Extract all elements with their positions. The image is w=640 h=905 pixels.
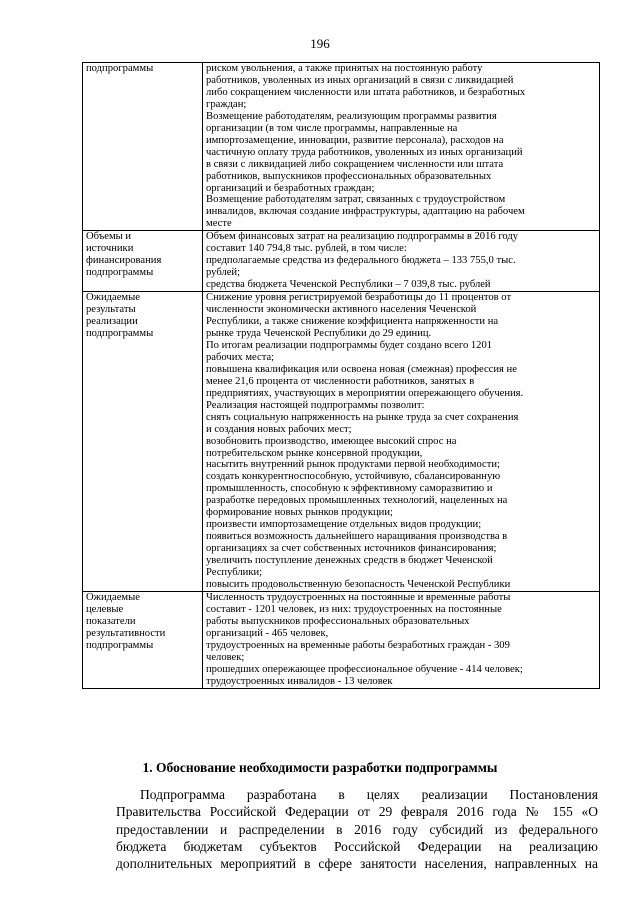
row-label-line: подпрограммы bbox=[86, 639, 154, 651]
body-text-line: дополнительных мероприятий в сфере занятости населения, направленных на bbox=[116, 856, 598, 872]
row-content-line: либо сокращением численности или штата работников, и безработных bbox=[206, 86, 526, 98]
row-label-line: подпрограммы bbox=[86, 267, 154, 279]
row-label-line: Ожидаемые bbox=[86, 292, 140, 304]
row-content-line: Возмещение работодателям, реализующим программы развития bbox=[206, 110, 497, 122]
row-content-line: Республики; bbox=[206, 567, 263, 579]
table-row bbox=[83, 231, 600, 292]
row-content-line: работников, выпускников профессиональных образовательных bbox=[206, 170, 492, 182]
row-label-line: показатели bbox=[86, 615, 136, 627]
body-text-line: Правительства Российской Федерации от 29 февраля 2016 года № 155 «О bbox=[116, 804, 598, 820]
row-content-line: составит - 1201 человек, из них: трудоустроенных на постоянные bbox=[206, 603, 502, 615]
row-content-line: инвалидов, включая создание инфраструктуры, адаптацию на рабочем bbox=[206, 206, 525, 218]
row-content-line: рублей; bbox=[206, 267, 241, 279]
row-content-line: импортозамещение, инновации, развитие персонала), расходов на bbox=[206, 134, 504, 146]
row-label-line: результаты bbox=[86, 304, 136, 316]
row-content-line: Снижение уровня регистрируемой безработицы до 11 процентов от bbox=[206, 292, 512, 304]
row-content-line: повысить продовольственную безопасность Чеченской Республики bbox=[206, 578, 511, 590]
row-content-line: составит 140 794,8 тыс. рублей, в том числе: bbox=[206, 243, 407, 255]
table-row bbox=[83, 591, 600, 688]
page-number: 196 bbox=[310, 36, 330, 51]
row-content-line: предприятиях, участвующих в мероприятии опережающего обучения. bbox=[206, 387, 524, 399]
row-content-line: Объем финансовых затрат на реализацию подпрограммы в 2016 году bbox=[206, 231, 519, 243]
row-content-cell bbox=[203, 63, 600, 231]
table-row bbox=[83, 63, 600, 231]
row-content-line: рабочих места; bbox=[206, 351, 275, 363]
row-content-line: трудоустроенных на временные работы безработных граждан - 309 bbox=[206, 639, 510, 651]
row-content-line: потребительском рынке консервной продукции, bbox=[206, 447, 423, 459]
row-content-line: произвести импортозамещение отдельных видов продукции; bbox=[206, 519, 482, 531]
row-content-line: насытить внутренний рынок продуктами первой необходимости; bbox=[206, 459, 500, 471]
row-content-line: граждан; bbox=[206, 98, 247, 110]
row-content-line: менее 21,6 процента от численности работников, занятых в bbox=[206, 375, 475, 387]
row-content-line: возобновить производство, имеющее высокий спрос на bbox=[206, 435, 457, 447]
row-label-cell bbox=[83, 292, 203, 592]
row-content-cell bbox=[203, 231, 600, 292]
row-label-line: Ожидаемые bbox=[86, 591, 140, 603]
row-content-line: средства бюджета Чеченской Республики – 7 039,8 тыс. рублей bbox=[206, 279, 491, 291]
row-content-line: риском увольнения, а также принятых на постоянную работу bbox=[206, 63, 483, 74]
row-content-line: организации (в том числе программы, направленные на bbox=[206, 122, 458, 134]
body-text-line: предоставлении и распределении в 2016 году субсидий из федерального bbox=[116, 821, 598, 837]
row-content-line: повышена квалификация или освоена новая (смежная) профессия не bbox=[206, 363, 517, 375]
row-content-line: По итогам реализации подпрограммы будет создано всего 1201 bbox=[206, 339, 493, 351]
row-content-line: численности экономически активного населения Чеченской bbox=[206, 304, 477, 316]
body-text-line: Подпрограмма разработана в целях реализации Постановления bbox=[140, 787, 598, 802]
row-content-line: Возмещение работодателям затрат, связанных с трудоустройством bbox=[206, 194, 506, 206]
row-content-line: частичную оплату труда работников, уволенных из иных организаций bbox=[206, 146, 523, 158]
row-label-cell bbox=[83, 63, 203, 231]
row-label-cell bbox=[83, 591, 203, 688]
row-content-line: месте bbox=[206, 218, 232, 230]
body-text-line: бюджета бюджетам субъектов Российской Федерации на реализацию bbox=[116, 838, 598, 854]
row-content-line: создать конкурентноспособную, устойчивую, сбалансированную bbox=[206, 471, 501, 483]
row-content-line: организаций и безработных граждан; bbox=[206, 182, 375, 194]
row-content-line: разработке передовых промышленных технологий, нацеленных на bbox=[206, 495, 508, 507]
row-content-line: предполагаемые средства из федерального бюджета – 133 755,0 тыс. bbox=[206, 255, 516, 267]
row-content-line: формирование новых рынков продукции; bbox=[206, 507, 393, 519]
row-label-line: результативности bbox=[86, 627, 166, 639]
section-heading: 1. Обоснование необходимости разработки подпрограммы bbox=[142, 760, 498, 775]
row-content-line: рынке труда Чеченской Республики до 29 единиц. bbox=[206, 327, 432, 339]
row-content-line: в связи с ликвидацией либо сокращением численности или штата bbox=[206, 158, 504, 170]
row-label-cell bbox=[83, 231, 203, 292]
row-content-line: снять социальную напряженность на рынке труда за счет сохранения bbox=[206, 411, 519, 423]
row-content-line: организациях за счет собственных источников финансирования; bbox=[206, 543, 497, 555]
row-content-line: промышленность, способную к эффективному саморазвитию и bbox=[206, 483, 493, 495]
row-label-line: подпрограммы bbox=[86, 327, 154, 339]
row-content-line: работников, уволенных из иных организаций в связи с ликвидацией bbox=[206, 74, 514, 86]
row-label-line: финансирования bbox=[86, 255, 162, 267]
row-content-cell bbox=[203, 292, 600, 592]
row-content-line: прошедших опережающее профессиональное обучение - 414 человек; bbox=[206, 663, 523, 675]
row-content-line: организаций - 465 человек, bbox=[206, 627, 329, 639]
row-content-line: трудоустроенных инвалидов - 13 человек bbox=[206, 675, 393, 687]
row-content-line: увеличить поступление денежных средств в бюджет Чеченской bbox=[206, 555, 493, 567]
row-content-line: Реализация настоящей подпрограммы позволит: bbox=[206, 399, 425, 411]
row-content-line: Республики, а также снижение коэффициента напряженности на bbox=[206, 316, 499, 328]
subprogram-passport-table bbox=[82, 62, 600, 689]
row-label-line: Объемы и bbox=[86, 231, 132, 243]
row-content-line: и создания новых рабочих мест; bbox=[206, 423, 352, 435]
table-row bbox=[83, 292, 600, 592]
row-label-line: целевые bbox=[86, 603, 124, 615]
row-content-line: Численность трудоустроенных на постоянные и временные работы bbox=[206, 591, 511, 603]
row-label-line: источники bbox=[86, 243, 134, 255]
row-content-line: человек; bbox=[206, 651, 245, 663]
row-content-cell bbox=[203, 591, 600, 688]
row-content-line: работы выпускников профессиональных образовательных bbox=[206, 615, 470, 627]
row-content-line: появиться возможность дальнейшего наращивания производства в bbox=[206, 531, 508, 543]
row-label-line: подпрограммы bbox=[86, 63, 154, 74]
body-paragraph bbox=[116, 786, 598, 872]
row-label-line: реализации bbox=[86, 316, 138, 328]
